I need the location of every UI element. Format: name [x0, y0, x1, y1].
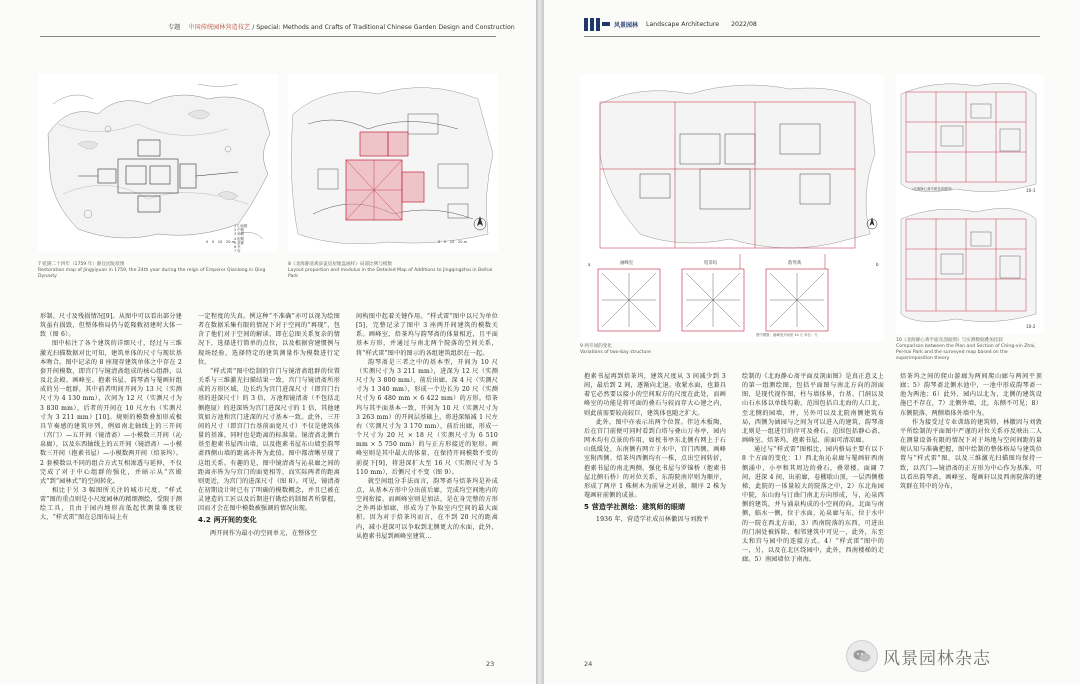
caption-cn: 8《北海静清斋添盖房屋地盘画样》局部比例与模数: [288, 262, 392, 267]
section-title-en: / Special: Methods and Crafts of Traditional Chinese Garden Design and Construction: [252, 24, 515, 31]
legend-item: 2 中殿: [234, 228, 245, 233]
running-header: [168, 22, 515, 31]
wechat-watermark: [846, 640, 991, 672]
body-column-2: [198, 312, 340, 650]
figure-8-modulus-plan: [288, 74, 498, 252]
left-page: [0, 0, 536, 684]
body-column-1: [40, 312, 182, 650]
legend-item: 5 游廊: [234, 240, 245, 245]
watermark-text: 风景园林杂志: [883, 648, 991, 669]
body-column-1: [584, 372, 726, 652]
caption-cn: 9 两开间的变化: [580, 344, 612, 349]
paragraph: 作为接受过专业训练的建筑师，林徽因与刘敦平所绘制的平面图中严谨的对位关系亦反映出二人在测量设备有限的情况下对于场地与空间间距的量规认知与准确把握，图中绘制的整体格局与建筑位置与“样式雷”图，以及三维激光扫描图均保持一致，以宫门—镜清斋的正方形为中心作为基准，可以看出韵琴斋、画峰室、罨画轩以及西南院落的建筑群在其中的分布，: [900, 418, 1042, 490]
paragraph: 抱素书屋再到焙茶坞，建筑尺度从 3 间减少到 3 间，最后到 2 间，逐渐向北退。收紧水面，也兼具着它必然要以接小的空间取方的尺度在此处，而画峰室的功能是将可面的叠石与较而存大心建之内，则此前需要较高较巨，建筑体也随之扩大。: [584, 373, 726, 417]
caption-en: Layout proportion and modulus in the Detailed Map of Additions to Jingqingzhai in Beihai Park: [288, 268, 493, 279]
book-gutter: [536, 0, 544, 684]
figure-10-comparison: [896, 74, 1044, 334]
paragraph: 间构图中起着关键作用。“样式雷”图中以尺为单位[5]，完整记录了图中 3 座两开间建筑的模数关系。画峰室、焙茶坞与韵琴斋的体量相近，且平面基本方形，并通过与南北两个院落的空间关系，将“样式雷”图中的图示的各组建筑组织在一起。: [356, 313, 498, 357]
page-number: 24: [584, 660, 593, 668]
figure-10-sublabel: 《北海静心斋平面及剖面图》: [910, 187, 955, 191]
caption-cn: 10《北海静心斋平面及剖面图》与实测数据叠加比较: [896, 338, 1003, 343]
paragraph: 绘制的《北海静心斋平面及剖面图》是真正意义上的第一组测绘图，包括平面图与南北方向的剖面图，是现代视作图，柱与墙体界，台基、门洞以及山石水体以单线勾勒，范围包括自北海的人口北，至北侧的园墙，并，另外可以及北院南侧建筑布局，西侧为涵园与之间为可以进入的建筑，韵琴斋北则是一组进行的岸可及叠石，范围包括静心斋、画峰室、焙茶坞、抱素书屋、前面可清凉廊。: [742, 373, 884, 445]
paragraph: 此外，图中亦表示出两个位置。伴边木板陶，后在宫门前便可同时看到白塔与叠山万寿亭，园内网木均有点景的作用，如枕书亭东北侧有网上于石山低缓处，东南侧有网立于水中，宫门西侧、画峰室附西侧、焙茶坞西侧均有一株，点出空间转折，抱素书屋的南北两侧，强化书屋与罗锦桥（抱素书屋北侧石桥）的对位关系，东韵院南岸则为顺序，形成了两序 1 株树木为前导之对景，顺序 2 株为罨画轩前侧的成景。: [584, 418, 726, 500]
figure-9-caption: [580, 344, 780, 356]
figure-9-label: 韵琴斋: [788, 261, 802, 266]
journal-logo-text: 风景园林: [614, 22, 639, 29]
paragraph: 焙茶坞之间的爬山游廊为两间爬山廊与两间平顶廊；5）韵琴斋北侧水池中，一池中形成韵琴斋一池为两池；6）此外，园内以北为，北侧的建筑设施已不存在，7）北侧外墙，北，东侧不可见；8）东侧院落，两侧墙体外墙中为。: [900, 373, 1042, 417]
figure-10-2-label: 10-2: [1026, 324, 1036, 329]
paragraph: 就空间组分手法而言，韵琴斋与焙茶坞是补成点，从基本方形中分出前后廊，完成均空间地内的空间衔接。而画峰室则是加法，是在身完整的方形之外再添加廊，形成为了争取室内空间的最大面积。因为对于焙茶坞而言，在不到 20 尺的距离内，减小进深可以争取到北侧更大的水面，此外，从抱素书屋到画峰室建筑...: [356, 477, 498, 540]
paragraph: 形制、尺寸及残损情况[9]。从图中可以看出部分建筑虽有损毁，但整体格局仍与乾隆敕初建时大体一致（图 6）。: [40, 313, 182, 339]
page-number: 23: [486, 660, 495, 668]
right-page: [544, 0, 1080, 684]
paragraph: 图中标注了各个建筑的详细尺寸，经过与三维激光扫描数据对比可知，建筑单体的尺寸与现状基本吻合。图中记录的 8 座现存建筑单体之中存在 2 套开间模数，即宫门与镜清斋组成的核心组群，以及北金殿、画峰室、抱素书屋、韵琴斋与罨画轩组成的另一组群，其中前者明间开间为 13 尺（实测尺寸为 4 130 mm），次间为 12 尺（实测尺寸为 3 830 mm），后者的开间在 10 尺左右（实测尺寸为 3 211 mm）[10]。规则的模数叠加形成极具节奏感的建筑序列，例如南北轴线上的三开间（宫门）—五开间（镜清斋）—小模数三开间（沁泉廊），以及东西轴线上的五开间（镜清斋）—小模数三开间（抱素书屋）—小模数两开间（焙茶坞）。2 套模数以不同的组合方式互相渗透与延伸，不仅完成了对于中心组群的强化，并暗示从“宫殿式”到“园林式”的空间转化。: [40, 340, 182, 485]
figure-8-scale: 0 5 10 20 m: [438, 240, 468, 244]
paragraph: 通过与“样式雷”图相比，园内格局主要有以下 8 个方面的变化：1）西北角沁泉廊与罨画轩西南侧涌中，小亭和其周边的叠石，叠翠楼，面阔 7 间，进深 4 间，出前廊，卷棚歇山顶，一层西侧楼梯，此院的一体量较大的院落之中，2）东北角园中院，东山海与汀曲门南北方向形成，与，沁泉西侧的建筑，并与涌泉构成的小空间的向。北面与南侧，临水一侧，位于水面，沁泉廊与东，位于水中的一院在西北方面，3）西南院落的东西，可进出的门洞处被拆除，相邻建筑中可见一，此外，东至太和宫与园中的连接方式。4）“样式雷”图中的一，另，以及在北区绕园中，此外，西南楼梯的走廊。5）南园墙位于南海。: [742, 446, 884, 564]
legend-item: 7 轩: [234, 249, 241, 254]
figure-10-1-label: 10-1: [1026, 188, 1036, 193]
figure-9-two-bay-variations: [580, 74, 884, 342]
journal-logo-icon: [584, 18, 610, 31]
legend-item: 3 后殿: [234, 232, 245, 237]
body-column-2: [742, 372, 884, 652]
legend-item: 6 亭: [234, 245, 241, 250]
header-rule: [40, 36, 496, 37]
paragraph: 两开间作为最小的空间单元，在整体空: [210, 529, 317, 537]
caption-en: Restoration map of Jingyiyuan in 1759, the 24th year during the reign of Emperor Qianlong in Qing Dynasty: [38, 268, 266, 279]
figure-9-label: 画峰室: [620, 261, 634, 266]
figure-10-caption: [896, 338, 1044, 362]
journal-issue: 2022/08: [731, 21, 757, 28]
body-column-3: [900, 372, 1042, 622]
figure-7-legend: [234, 224, 247, 253]
figure-9-tag: a: [588, 262, 591, 267]
comparison-drawing: [896, 74, 1044, 334]
figure-7-caption: [38, 262, 278, 280]
paragraph: 1936 年，营造学社成员林徽因与刘敦平: [596, 516, 709, 524]
caption-cn: 7 乾隆二十四年（1759 年）静宜园复原图: [38, 262, 125, 267]
section-heading: 4.2 两开间的变化: [198, 516, 257, 525]
caption-en: Variations of two-bay structure: [580, 350, 651, 355]
figure-7-site-plan: [38, 74, 278, 252]
section-label: 专题: [168, 24, 181, 31]
figure-10-2-plan: [901, 208, 1036, 321]
paragraph: 相比于另 3 幅图所关注的城市尺度，“样式雷”图的重点则是小尺度园林的精细测绘，受限于测绘工具，且由于园内地形高低起伏测量难度较大，“样式雷”图在总图布局上有: [40, 486, 182, 522]
section-title-cn: 中国传统园林营造技艺: [188, 24, 251, 31]
body-column-3: [356, 312, 498, 650]
paragraph: 韵琴斋是三者之中的基本型，开间为 10 尺（实测尺寸为 3 211 mm），进深为 12 尺（实测尺寸为 3 800 mm），前后出廊、深 4 尺（实测尺寸为 1 340 mm），形成一个边长为 20 尺（实测尺寸为 6 480 mm × 6 422 mm）的方形。焙茶坞与其平面基本一致，开间为 10 尺（实测尺寸为 3 263 mm）的开间层基础上，将进深缩减 1 尺左右（实测尺寸为 3 170 mm），前后出廊，形成一个尺寸为 20 尺 × 18 尺（实测尺寸为 6 510 mm × 5 750 mm）的与正方形接近的矩形。画峰室则是其中最大的体量，在保持开间模数不变的前提下[9]，将进深扩大至 16 尺（实测尺寸为 5 110 mm），后侧尺寸不变（图 9）。: [356, 358, 498, 476]
journal-logo: [584, 18, 757, 31]
wechat-icon: [846, 640, 878, 672]
two-bay-drawing: [580, 74, 884, 342]
header-rule: [584, 36, 1040, 37]
legend-item: 1 山前殿: [234, 224, 248, 228]
figure-9-label: 焙茶坞: [704, 261, 718, 266]
figure-9-tag: b: [876, 262, 879, 267]
legend-item: 4 配殿: [234, 236, 245, 241]
paragraph: 一定程度的失真。例这种“不准确”亦可以视为绘图者在数据采集有限的情况下对于空间的“再现”，包含了他们对于空间的解读，即在总图关系复杂的情况下，选择进行简单的点位，以及根据营建惯例与现场经验，选择特定的建筑测量作为模数进行定位。: [198, 313, 340, 366]
caption-en: Comparison between the Plan and Section of Ching-xin Zhai, Pei-hai Park and the surveyed map based on the superimposition theory: [896, 344, 1036, 361]
figure-9-note: 图中模数：画峰室开间宽 10 尺 单位：尺: [756, 333, 818, 337]
journal-name: Landscape Architecture: [646, 21, 720, 28]
figure-7-scale: 0 5 10 20 m: [206, 240, 236, 244]
modulus-plan-drawing: [288, 74, 498, 252]
figure-8-caption: [288, 262, 498, 280]
paragraph: “样式雷”图中绘制的宫门与镜清斋组群的位置关系与三维激光扫描结果一致，宫门与镜清斋所形成的方形区域，边长约为宫门进深尺寸（即宫门台基的进深尺寸）的 3 倍，方池和镜清斋（不包括北侧抱厦）的进深皆为宫门进深尺寸的 1 倍，其他建筑如方池和宫门进深的尺寸基本一致。此外，三开间的尺寸（即宫门台基前面宽尺寸）不仅是建筑体量的基准，同时也是距离的标准量。镜清斋北侧台基至抱素书屋西山墙，以及抱素书屋东山墙至韵琴斋西侧山墙的距离亦皆为此值。图中都清晰呈现了这组关系。有趣的是，图中镜清斋与沁泉廊之间的距离亦皆为与宫门的面宽相等，而实际两者的距离则更近，为宫门的进深尺寸（图 8）。可见，镜清斋在初期设计时已有了明确的模数概念，并且已被在灵建造的工匠以及后期进行勘绘的制图者所掌握，因而才会在图中模数被强调的情况出现。: [198, 367, 340, 513]
section-heading: 5 营造学社测绘：建筑师的眼睛: [584, 503, 686, 512]
figure-10-1-plan: [901, 83, 1036, 191]
